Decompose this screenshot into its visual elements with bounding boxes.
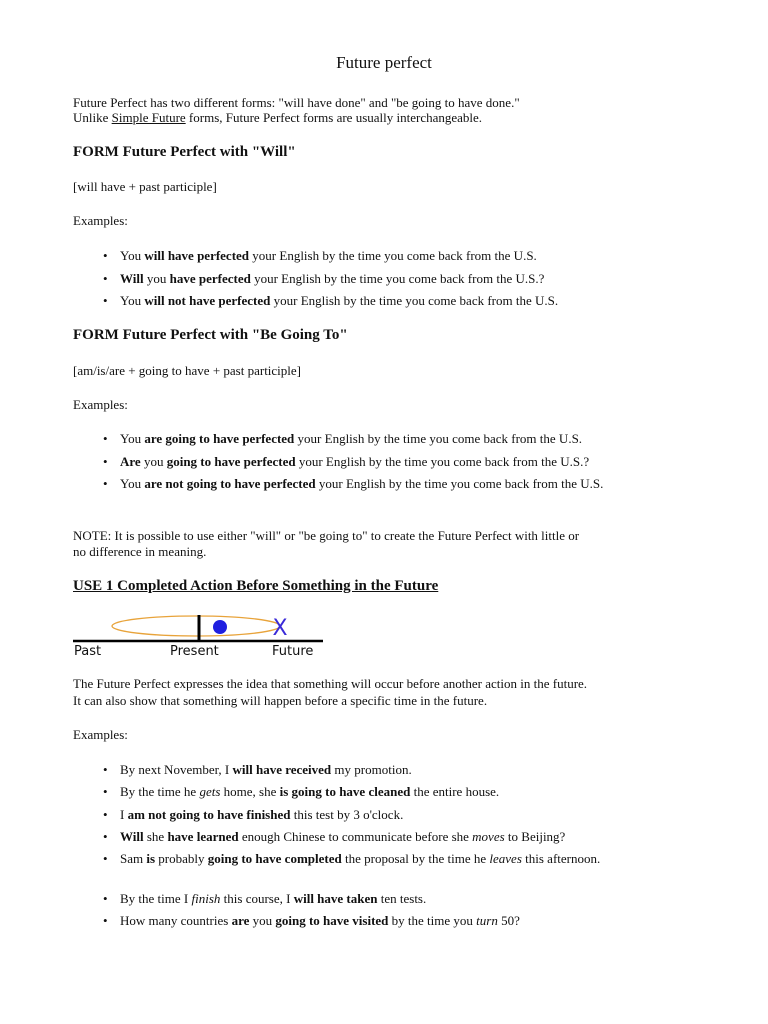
list-item-text: is going to have cleaned: [279, 784, 411, 799]
list-item: [103, 761, 700, 778]
list-item-text: by the time you: [388, 913, 477, 928]
list-item-text: your English by the time you come back from the U.S.: [315, 476, 604, 491]
list-item-text: have learned: [167, 829, 239, 844]
list-item-text: Sam: [120, 851, 147, 866]
list-item-text: You: [120, 431, 145, 446]
list-item: [103, 270, 700, 287]
list-item-text: I: [120, 807, 128, 822]
list-item-text: going to have visited: [275, 913, 389, 928]
timeline-label-present: Present: [170, 644, 219, 659]
examples-label-use1: Examples:: [73, 727, 128, 742]
bullet-icon: •: [103, 851, 108, 866]
list-item-text: this course, I: [220, 891, 294, 906]
list-item-text: to Beijing?: [504, 829, 566, 844]
list-item: [103, 247, 700, 264]
list-item-text: this afternoon.: [521, 851, 601, 866]
intro-text-pre: Unlike: [73, 110, 112, 125]
list-item-text: are not going to have perfected: [144, 476, 316, 491]
list-item-text: going to have completed: [207, 851, 342, 866]
list-item-text: your English by the time you come back from the U.S.: [270, 293, 559, 308]
timeline-diagram: [70, 612, 330, 646]
list-item-text: leaves: [489, 851, 522, 866]
bullet-icon: •: [103, 829, 108, 844]
examples-label-going: Examples:: [73, 397, 128, 412]
list-item-text: your English by the time you come back from the U.S.?: [295, 454, 590, 469]
list-item-text: is: [146, 851, 156, 866]
list-item: [103, 850, 640, 867]
list-item-text: Are: [120, 454, 141, 469]
list-item-text: my promotion.: [331, 762, 412, 777]
list-item-text: the proposal by the time he: [341, 851, 490, 866]
list-item-text: the entire house.: [410, 784, 500, 799]
list-item: [103, 453, 700, 470]
future-x-marker: X: [272, 616, 288, 641]
bullet-icon: •: [103, 762, 108, 777]
list-item: [103, 828, 700, 845]
intro-line-1: Future Perfect has two different forms: "will have done" and "be going to have done.": [73, 95, 520, 110]
list-item-text: have perfected: [169, 271, 251, 286]
list-item-text: probably: [155, 851, 208, 866]
bullet-icon: •: [103, 807, 108, 822]
bullet-icon: •: [103, 476, 108, 491]
examples-label-will: Examples:: [73, 213, 128, 228]
list-item-text: are going to have perfected: [144, 431, 295, 446]
list-item-text: are: [231, 913, 250, 928]
bullet-icon: •: [103, 431, 108, 446]
list-item-text: 50?: [497, 913, 520, 928]
list-item-text: You: [120, 293, 145, 308]
list-item-text: How many countries: [120, 913, 232, 928]
formula-will: [will have + past participle]: [73, 179, 217, 194]
list-item: [103, 912, 700, 929]
list-item-text: will have perfected: [144, 248, 250, 263]
bullet-icon: •: [103, 248, 108, 263]
list-item-text: your English by the time you come back from the U.S.: [294, 431, 583, 446]
list-item-text: going to have perfected: [166, 454, 296, 469]
list-item: [103, 475, 668, 492]
list-item-text: your English by the time you come back from the U.S.: [249, 248, 537, 263]
list-item-text: By the time I: [120, 891, 192, 906]
list-item-text: Will: [120, 271, 144, 286]
page-title: Future perfect: [336, 53, 432, 72]
intro-text-post: forms, Future Perfect forms are usually interchangeable.: [185, 110, 483, 125]
list-item-text: will have received: [232, 762, 332, 777]
bullet-icon: •: [103, 891, 108, 906]
list-item-text: she: [143, 829, 168, 844]
heading-will: FORM Future Perfect with "Will": [73, 144, 296, 160]
list-item-text: am not going to have finished: [127, 807, 291, 822]
bullet-icon: •: [103, 913, 108, 928]
list-item-text: By the time he: [120, 784, 200, 799]
list-item-text: enough Chinese to communicate before she: [238, 829, 473, 844]
timeline-ellipse: [112, 616, 280, 636]
list-item-text: you: [143, 271, 170, 286]
list-item-text: turn: [476, 913, 498, 928]
list-item-text: you: [249, 913, 276, 928]
list-item-text: your English by the time you come back from the U.S.?: [250, 271, 545, 286]
heading-going: FORM Future Perfect with "Be Going To": [73, 327, 348, 343]
intro-line-2: [73, 109, 703, 126]
list-item: [103, 430, 700, 447]
list-item-text: finish: [191, 891, 221, 906]
use1-heading: USE 1 Completed Action Before Something in the Future: [73, 578, 439, 594]
bullet-icon: •: [103, 271, 108, 286]
list-item-text: You: [120, 248, 145, 263]
list-item-text: will not have perfected: [144, 293, 271, 308]
list-item-text: You: [120, 476, 145, 491]
list-item: [103, 806, 700, 823]
note-line-2: no difference in meaning.: [73, 544, 207, 559]
simple-future-link[interactable]: Simple Future: [111, 110, 186, 125]
list-item-text: you: [140, 454, 167, 469]
list-item-text: By next November, I: [120, 762, 233, 777]
formula-going: [am/is/are + going to have + past participle]: [73, 363, 302, 378]
list-item-text: Will: [120, 829, 144, 844]
list-item-text: moves: [472, 829, 505, 844]
timeline-label-past: Past: [74, 644, 102, 659]
list-item-text: ten tests.: [377, 891, 427, 906]
bullet-icon: •: [103, 454, 108, 469]
use1-desc-line-2: It can also show that something will happen before a specific time in the future.: [73, 693, 488, 708]
list-item: [103, 890, 700, 907]
note-line-1: NOTE: It is possible to use either "will" or "be going to" to create the Future Perfect with little or: [73, 528, 580, 543]
timeline-label-future: Future: [272, 644, 314, 659]
list-item-text: gets: [199, 784, 221, 799]
bullet-icon: •: [103, 784, 108, 799]
use1-desc-line-1: The Future Perfect expresses the idea that something will occur before another action in the future.: [73, 676, 588, 691]
list-item-text: home, she: [220, 784, 280, 799]
list-item: [103, 783, 700, 800]
list-item-text: this test by 3 o'clock.: [290, 807, 404, 822]
list-item: [103, 292, 700, 309]
action-dot: [213, 620, 227, 634]
list-item-text: will have taken: [293, 891, 378, 906]
bullet-icon: •: [103, 293, 108, 308]
